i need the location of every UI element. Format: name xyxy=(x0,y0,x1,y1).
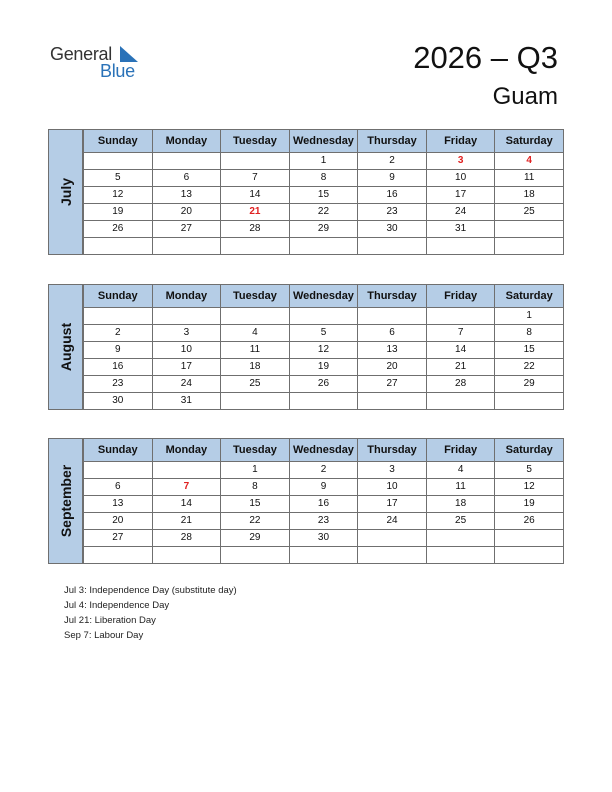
month-name: August xyxy=(57,322,74,372)
day-cell: 4 xyxy=(221,325,290,342)
day-cell: 15 xyxy=(221,496,290,513)
day-cell: 4 xyxy=(495,153,564,170)
month-block-august xyxy=(48,284,564,410)
weekday-header: Monday xyxy=(152,285,221,308)
week-row xyxy=(84,513,564,530)
weekday-header: Tuesday xyxy=(221,285,290,308)
week-row xyxy=(84,204,564,221)
day-cell: 8 xyxy=(221,479,290,496)
day-cell xyxy=(426,530,495,547)
day-cell xyxy=(426,393,495,410)
day-cell: 28 xyxy=(426,376,495,393)
day-cell: 30 xyxy=(358,221,427,238)
day-cell xyxy=(358,530,427,547)
week-row xyxy=(84,530,564,547)
day-cell: 5 xyxy=(84,170,153,187)
day-cell: 21 xyxy=(221,204,290,221)
day-cell: 26 xyxy=(84,221,153,238)
weekday-header: Friday xyxy=(426,130,495,153)
day-cell: 16 xyxy=(358,187,427,204)
day-cell: 1 xyxy=(495,308,564,325)
day-cell: 18 xyxy=(221,359,290,376)
day-cell xyxy=(426,547,495,564)
day-cell: 25 xyxy=(221,376,290,393)
month-table xyxy=(83,129,564,255)
weekday-header: Wednesday xyxy=(289,130,358,153)
week-row xyxy=(84,342,564,359)
day-cell: 15 xyxy=(495,342,564,359)
month-label-bar xyxy=(48,129,83,255)
day-cell xyxy=(426,308,495,325)
day-cell: 23 xyxy=(289,513,358,530)
day-cell: 29 xyxy=(221,530,290,547)
day-cell: 22 xyxy=(289,204,358,221)
day-cell: 8 xyxy=(289,170,358,187)
day-cell: 24 xyxy=(152,376,221,393)
day-cell: 26 xyxy=(495,513,564,530)
day-cell xyxy=(289,308,358,325)
weekday-header: Tuesday xyxy=(221,130,290,153)
day-cell: 16 xyxy=(289,496,358,513)
day-cell: 25 xyxy=(426,513,495,530)
holiday-note: Jul 4: Independence Day xyxy=(64,600,170,611)
day-cell xyxy=(221,238,290,255)
day-cell xyxy=(221,153,290,170)
weekday-header: Sunday xyxy=(84,130,153,153)
day-cell: 9 xyxy=(84,342,153,359)
day-cell: 22 xyxy=(221,513,290,530)
day-cell: 19 xyxy=(495,496,564,513)
day-cell: 8 xyxy=(495,325,564,342)
day-cell xyxy=(358,547,427,564)
day-cell: 3 xyxy=(152,325,221,342)
day-cell: 3 xyxy=(358,462,427,479)
month-label-bar xyxy=(48,438,83,564)
day-cell: 20 xyxy=(152,204,221,221)
day-cell: 1 xyxy=(221,462,290,479)
weekday-header: Thursday xyxy=(358,285,427,308)
weekday-header: Friday xyxy=(426,285,495,308)
logo-triangle-icon xyxy=(120,46,138,62)
day-cell: 10 xyxy=(152,342,221,359)
day-cell xyxy=(152,547,221,564)
weekday-header: Saturday xyxy=(495,439,564,462)
day-cell: 11 xyxy=(495,170,564,187)
day-cell xyxy=(358,308,427,325)
day-cell xyxy=(495,547,564,564)
day-cell: 12 xyxy=(289,342,358,359)
day-cell: 21 xyxy=(152,513,221,530)
month-table xyxy=(83,438,564,564)
week-row xyxy=(84,153,564,170)
week-row xyxy=(84,308,564,325)
day-cell: 24 xyxy=(426,204,495,221)
month-block-july xyxy=(48,129,564,255)
week-row xyxy=(84,187,564,204)
day-cell: 2 xyxy=(289,462,358,479)
logo-word-blue: Blue xyxy=(100,61,135,81)
day-cell: 18 xyxy=(495,187,564,204)
day-cell: 12 xyxy=(495,479,564,496)
day-cell: 3 xyxy=(426,153,495,170)
page-title: 2026 – Q3 xyxy=(413,40,558,75)
weekday-header: Sunday xyxy=(84,285,153,308)
holiday-note: Jul 3: Independence Day (substitute day) xyxy=(64,585,237,596)
day-cell xyxy=(152,153,221,170)
weekday-header: Tuesday xyxy=(221,439,290,462)
day-cell: 29 xyxy=(495,376,564,393)
week-row xyxy=(84,376,564,393)
day-cell: 15 xyxy=(289,187,358,204)
day-cell: 14 xyxy=(426,342,495,359)
day-cell: 22 xyxy=(495,359,564,376)
day-cell: 27 xyxy=(84,530,153,547)
day-cell: 20 xyxy=(84,513,153,530)
weekday-header: Wednesday xyxy=(289,285,358,308)
day-cell: 2 xyxy=(358,153,427,170)
week-row xyxy=(84,170,564,187)
day-cell: 2 xyxy=(84,325,153,342)
day-cell xyxy=(84,238,153,255)
holiday-note: Jul 21: Liberation Day xyxy=(64,615,156,626)
day-cell xyxy=(152,238,221,255)
week-row xyxy=(84,238,564,255)
day-cell: 10 xyxy=(358,479,427,496)
weekday-header: Saturday xyxy=(495,130,564,153)
day-cell xyxy=(84,462,153,479)
day-cell: 30 xyxy=(84,393,153,410)
day-cell xyxy=(289,547,358,564)
week-row xyxy=(84,462,564,479)
day-cell: 7 xyxy=(221,170,290,187)
day-cell: 13 xyxy=(152,187,221,204)
day-cell: 7 xyxy=(426,325,495,342)
day-cell: 28 xyxy=(221,221,290,238)
week-row xyxy=(84,221,564,238)
weekday-header: Saturday xyxy=(495,285,564,308)
weekday-header: Thursday xyxy=(358,130,427,153)
day-cell xyxy=(221,547,290,564)
day-cell: 23 xyxy=(84,376,153,393)
day-cell: 28 xyxy=(152,530,221,547)
week-row xyxy=(84,393,564,410)
weekday-header: Monday xyxy=(152,130,221,153)
day-cell: 14 xyxy=(152,496,221,513)
month-block-september xyxy=(48,438,564,564)
day-cell: 18 xyxy=(426,496,495,513)
day-cell: 7 xyxy=(152,479,221,496)
day-cell xyxy=(495,238,564,255)
day-cell: 25 xyxy=(495,204,564,221)
weekday-header: Sunday xyxy=(84,439,153,462)
logo-word-general: General xyxy=(50,44,112,64)
day-cell: 21 xyxy=(426,359,495,376)
month-name: July xyxy=(57,177,74,207)
day-cell: 20 xyxy=(358,359,427,376)
week-row xyxy=(84,359,564,376)
day-cell: 6 xyxy=(84,479,153,496)
day-cell: 17 xyxy=(358,496,427,513)
holiday-note: Sep 7: Labour Day xyxy=(64,630,144,641)
day-cell: 13 xyxy=(84,496,153,513)
week-row xyxy=(84,479,564,496)
day-cell: 5 xyxy=(495,462,564,479)
week-row xyxy=(84,325,564,342)
generalblue-logo xyxy=(50,44,150,84)
day-cell: 4 xyxy=(426,462,495,479)
day-cell: 29 xyxy=(289,221,358,238)
month-table xyxy=(83,284,564,410)
day-cell xyxy=(289,238,358,255)
day-cell: 17 xyxy=(152,359,221,376)
weekday-header-row xyxy=(84,439,564,462)
weekday-header: Thursday xyxy=(358,439,427,462)
day-cell: 6 xyxy=(152,170,221,187)
day-cell: 19 xyxy=(289,359,358,376)
day-cell: 9 xyxy=(289,479,358,496)
day-cell xyxy=(495,530,564,547)
day-cell: 27 xyxy=(358,376,427,393)
day-cell xyxy=(221,308,290,325)
day-cell: 11 xyxy=(221,342,290,359)
day-cell: 30 xyxy=(289,530,358,547)
day-cell: 23 xyxy=(358,204,427,221)
day-cell: 31 xyxy=(152,393,221,410)
day-cell xyxy=(426,238,495,255)
day-cell: 10 xyxy=(426,170,495,187)
region-name: Guam xyxy=(492,83,558,110)
day-cell: 16 xyxy=(84,359,153,376)
weekday-header: Friday xyxy=(426,439,495,462)
weekday-header: Wednesday xyxy=(289,439,358,462)
day-cell xyxy=(221,393,290,410)
day-cell: 1 xyxy=(289,153,358,170)
day-cell: 12 xyxy=(84,187,153,204)
month-name: September xyxy=(57,464,74,538)
day-cell xyxy=(358,238,427,255)
day-cell: 17 xyxy=(426,187,495,204)
day-cell xyxy=(358,393,427,410)
day-cell: 24 xyxy=(358,513,427,530)
day-cell xyxy=(495,221,564,238)
week-row xyxy=(84,496,564,513)
day-cell: 26 xyxy=(289,376,358,393)
day-cell xyxy=(84,547,153,564)
day-cell xyxy=(152,462,221,479)
day-cell: 19 xyxy=(84,204,153,221)
weekday-header-row xyxy=(84,130,564,153)
day-cell: 31 xyxy=(426,221,495,238)
day-cell: 27 xyxy=(152,221,221,238)
day-cell xyxy=(84,153,153,170)
holiday-notes xyxy=(64,583,237,643)
weekday-header-row xyxy=(84,285,564,308)
week-row xyxy=(84,547,564,564)
day-cell: 5 xyxy=(289,325,358,342)
day-cell: 9 xyxy=(358,170,427,187)
month-label-bar xyxy=(48,284,83,410)
day-cell xyxy=(495,393,564,410)
weekday-header: Monday xyxy=(152,439,221,462)
day-cell: 6 xyxy=(358,325,427,342)
day-cell: 14 xyxy=(221,187,290,204)
day-cell: 11 xyxy=(426,479,495,496)
day-cell xyxy=(84,308,153,325)
day-cell: 13 xyxy=(358,342,427,359)
day-cell xyxy=(289,393,358,410)
day-cell xyxy=(152,308,221,325)
